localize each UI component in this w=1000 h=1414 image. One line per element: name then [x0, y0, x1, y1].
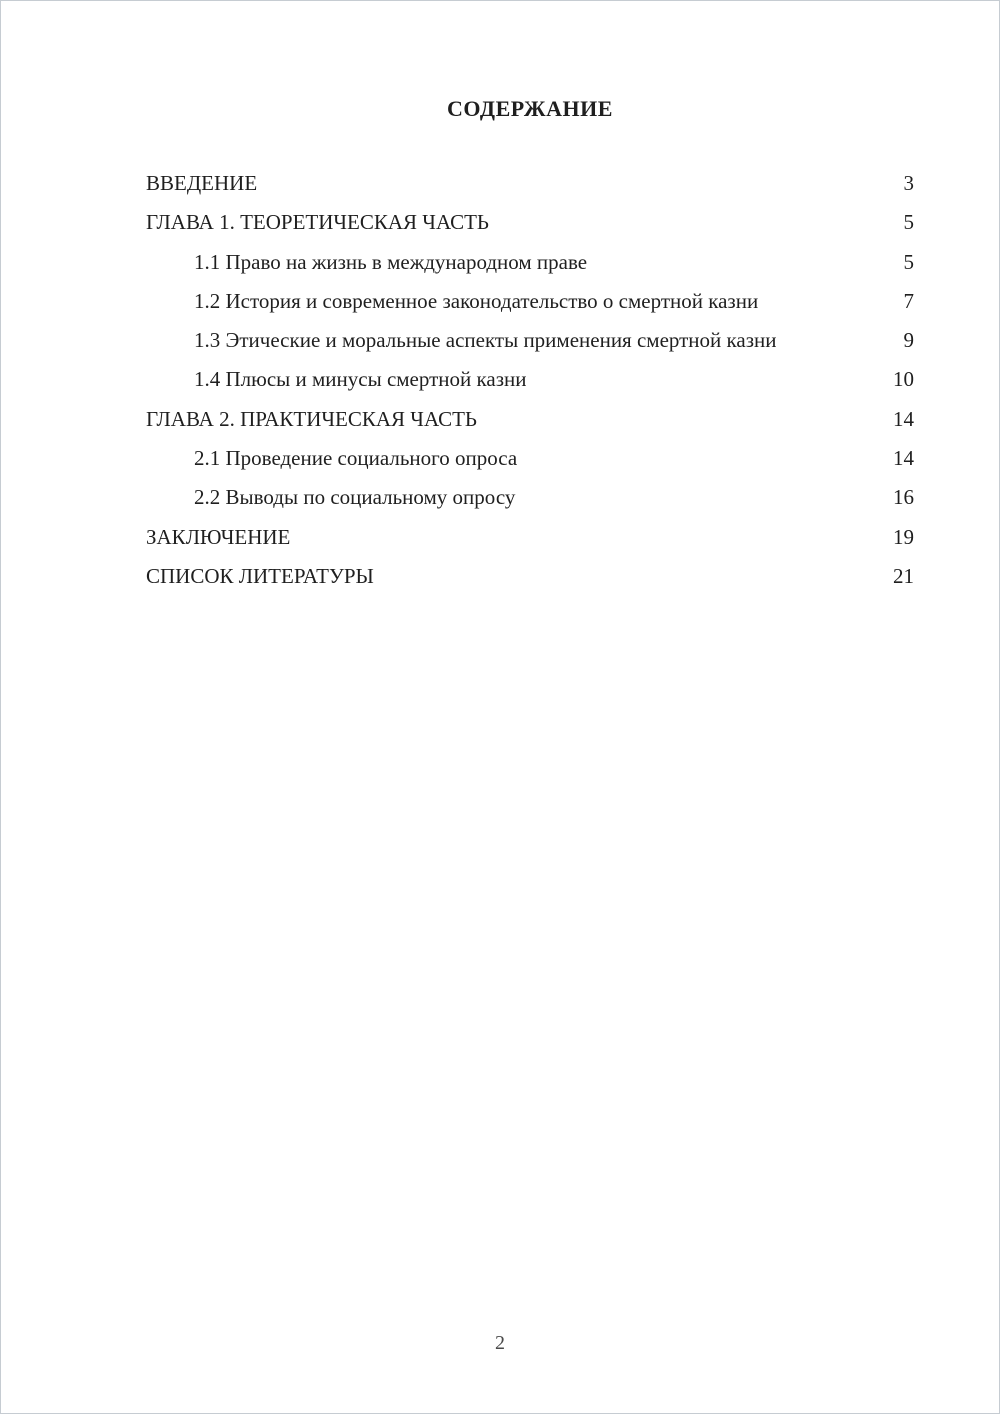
toc-entry — [146, 563, 914, 590]
toc-entry-page: 14 — [893, 406, 914, 431]
page-title: СОДЕРЖАНИЕ — [447, 96, 613, 121]
toc-entry — [146, 524, 914, 551]
toc-entry — [146, 327, 914, 354]
toc-entry-page: 16 — [893, 485, 914, 510]
footer-page-number: 2 — [495, 1332, 505, 1354]
toc-entry-page: 19 — [893, 524, 914, 549]
toc-entry-label: 1.4 Плюсы и минусы смертной казни — [194, 367, 527, 392]
toc-entry-page: 7 — [903, 288, 914, 313]
toc-entry-page: 14 — [893, 446, 914, 471]
toc-entry-label: ГЛАВА 1. ТЕОРЕТИЧЕСКАЯ ЧАСТЬ — [146, 210, 489, 235]
toc-entry-label: ЗАКЛЮЧЕНИЕ — [146, 524, 291, 549]
toc-entry-label: 1.2 История и современное законодательство о смертной казни — [194, 288, 759, 313]
toc-entry-page: 21 — [893, 563, 914, 588]
toc-entry-label: 1.1 Право на жизнь в международном праве — [194, 249, 588, 274]
toc-entry-page: 3 — [903, 171, 914, 195]
toc-entry-page: 5 — [903, 249, 914, 274]
toc-entry — [146, 406, 914, 433]
toc-entry-page: 10 — [893, 367, 914, 392]
toc-entry-label: 1.3 Этические и моральные аспекты применения смертной казни — [194, 328, 777, 353]
toc-entry — [146, 209, 914, 236]
page-content — [1, 1, 999, 590]
toc-entry — [146, 170, 914, 197]
toc-entry — [146, 445, 914, 472]
toc-entry — [146, 288, 914, 315]
table-of-contents — [146, 170, 914, 590]
toc-entry-page: 9 — [903, 328, 914, 353]
toc-entry — [146, 366, 914, 393]
toc-entry-label: СПИСОК ЛИТЕРАТУРЫ — [146, 563, 374, 588]
toc-entry-page: 5 — [903, 210, 914, 235]
toc-entry-label: 2.2 Выводы по социальному опросу — [194, 485, 516, 510]
toc-entry — [146, 249, 914, 276]
toc-entry — [146, 484, 914, 511]
toc-entry-label: ГЛАВА 2. ПРАКТИЧЕСКАЯ ЧАСТЬ — [146, 406, 477, 431]
toc-entry-label: 2.1 Проведение социального опроса — [194, 446, 518, 471]
toc-entry-label: ВВЕДЕНИЕ — [146, 171, 258, 195]
